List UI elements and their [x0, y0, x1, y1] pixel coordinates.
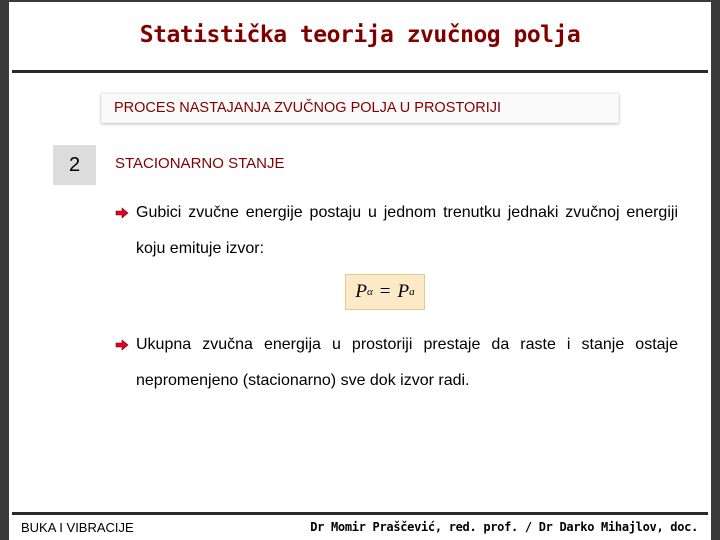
bullet-text-1: Gubici zvučne energije postaju u jednom trenutku jednaki zvučnoj energiji koju emituje izvor:: [136, 204, 678, 257]
arrow-right-icon: [115, 339, 129, 351]
formula-operator: =: [379, 281, 391, 302]
arrow-right-icon: [115, 207, 129, 219]
slide-number-badge: 2: [53, 145, 96, 185]
bullet-text-2: Ukupna zvučna energija u prostoriji prestaje da raste i stanje ostaje nepromenjeno (stacionarno) sve dok izvor radi.: [136, 336, 678, 389]
formula-box: [345, 274, 425, 310]
formula-right-var: P: [397, 281, 410, 302]
footer-course-name: BUKA I VIBRACIJE: [21, 520, 134, 535]
subheading: STACIONARNO STANJE: [115, 155, 285, 172]
section-heading: PROCES NASTAJANJA ZVUČNOG POLJA U PROSTORIJI: [101, 93, 619, 123]
slide-title: Statistička teorija zvučnog polja: [139, 22, 581, 48]
formula-right-sub: a: [409, 286, 415, 298]
title-divider: [12, 70, 708, 73]
footer-authors: Dr Momir Praščević, red. prof. / Dr Darko Mihajlov, doc.: [310, 520, 698, 534]
formula-left-var: P: [355, 281, 367, 302]
formula-left-sub: α: [367, 286, 373, 298]
footer-divider: [12, 512, 708, 515]
